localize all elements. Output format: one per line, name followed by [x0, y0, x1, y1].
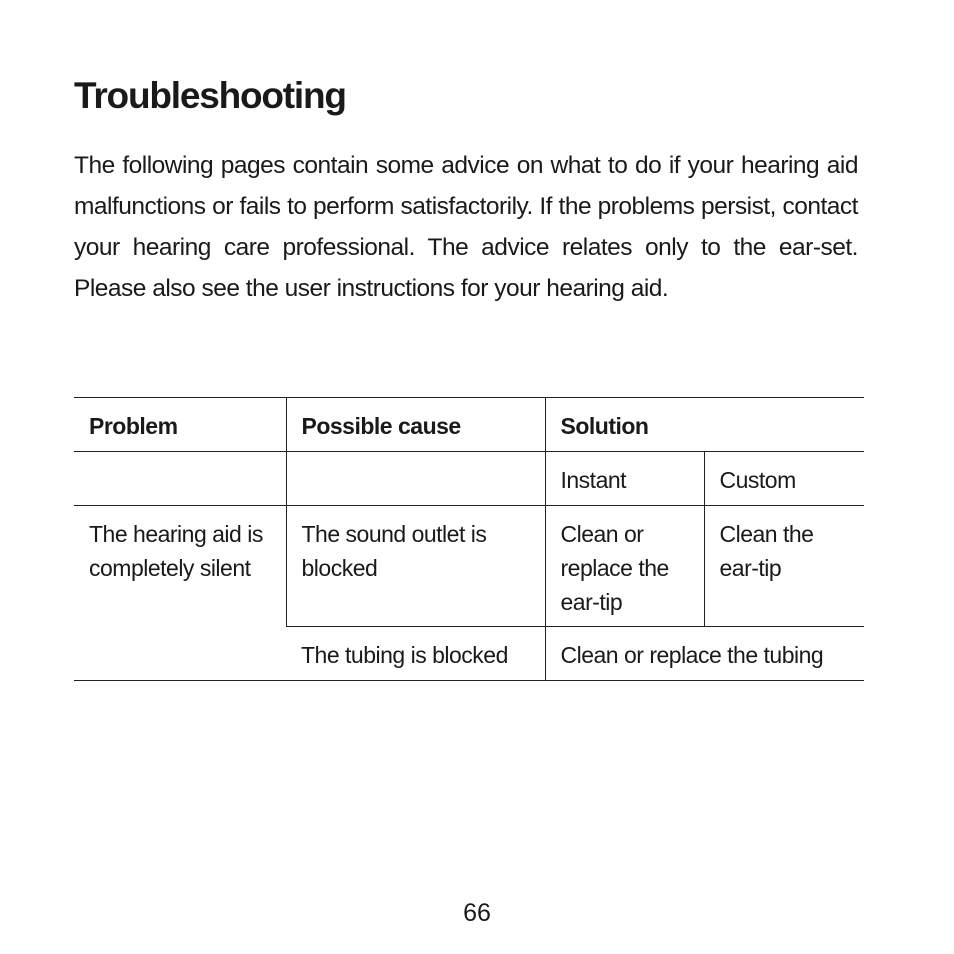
header-possible-cause: Possible cause	[286, 398, 545, 452]
intro-paragraph: The following pages contain some advice on what to do if your hearing aid malfunctions or fails to perform satisfactorily. If the problems persist, contact your hearing care professional. The advice relates only to the ear-set. Please also see the user instructions for your hearing aid.	[74, 152, 858, 302]
page-number: 66	[463, 899, 491, 927]
subheader-custom: Custom	[704, 452, 864, 506]
table-subheader-row	[74, 452, 864, 506]
subheader-empty-cause	[286, 452, 545, 506]
cell-cause: The tubing is blocked	[286, 627, 545, 681]
table-row	[74, 506, 864, 627]
table-header-row	[74, 398, 864, 452]
subheader-instant: Instant	[545, 452, 704, 506]
cell-solution-instant: Clean or replace the ear-tip	[545, 506, 704, 627]
troubleshooting-table	[74, 397, 864, 681]
cell-solution-custom: Clean the ear-tip	[704, 506, 864, 627]
subheader-empty-problem	[74, 452, 286, 506]
page-title: Troubleshooting	[74, 75, 346, 116]
cell-problem: The hearing aid is completely silent	[74, 506, 286, 681]
header-solution: Solution	[545, 398, 864, 452]
cell-solution: Clean or replace the tubing	[545, 627, 864, 681]
header-problem: Problem	[74, 398, 286, 452]
cell-cause: The sound outlet is blocked	[286, 506, 545, 627]
